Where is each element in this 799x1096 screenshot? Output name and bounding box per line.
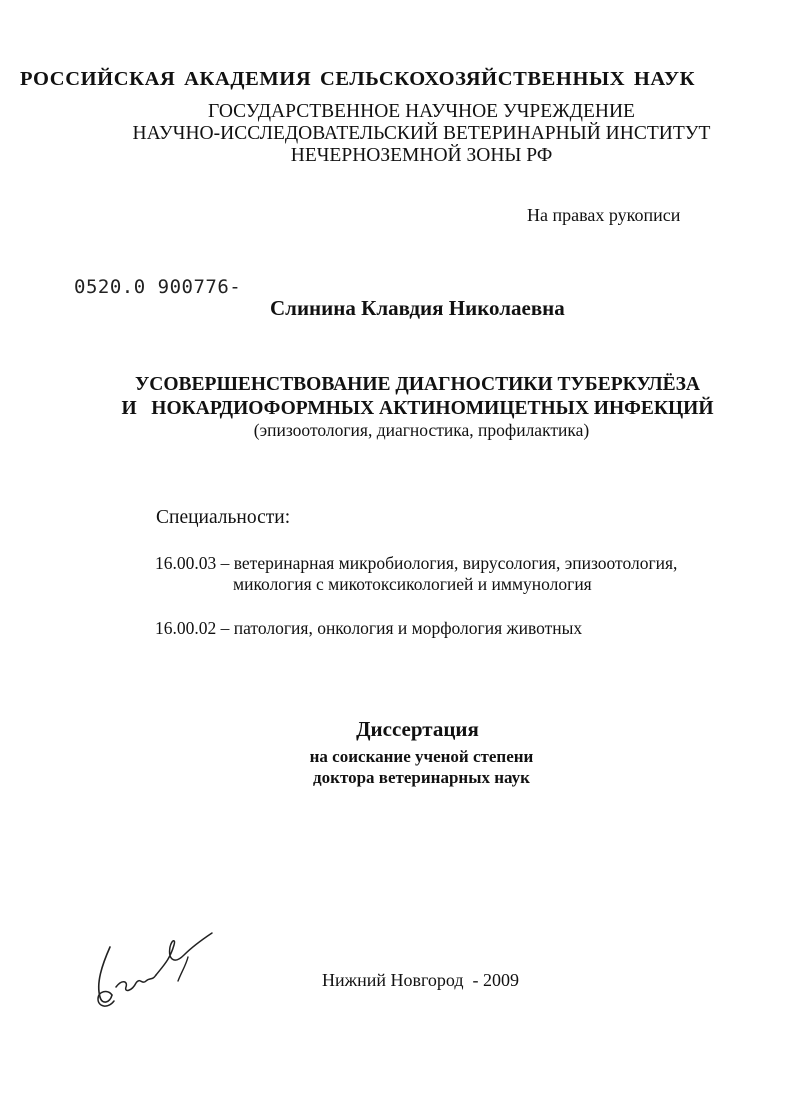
registration-code-part2: 900776- [157,276,242,298]
thesis-title-line-1: УСОВЕРШЕНСТВОВАНИЕ ДИАГНОСТИКИ ТУБЕРКУЛЁЗА [134,374,701,395]
rights-note: На правах рукописи [527,205,681,225]
specialty-item-1 [155,553,677,595]
specialties-heading: Специальности: [156,507,291,528]
author-name: Слинина Клавдия Николаевна [270,296,565,320]
thesis-title-line-2: И НОКАРДИОФОРМНЫХ АКТИНОМИЦЕТНЫХ ИНФЕКЦИЙ [121,398,714,419]
specialty-1-line-2: микология с микотоксикологией и иммунология [233,574,592,594]
dissertation-degree-line-2: доктора ветеринарных наук [313,768,530,787]
dissertation-degree-line-1: на соискание ученой степени [309,747,534,766]
dissertation-title: Диссертация [356,717,479,741]
registration-code [74,276,241,298]
registration-code-part1: 0520.0 [74,276,146,298]
institution-line-3: НЕЧЕРНОЗЕМНОЙ ЗОНЫ РФ [290,145,553,166]
specialty-item-2 [155,618,582,639]
specialty-1-line-1: 16.00.03 – ветеринарная микробиология, вирусология, эпизоотология, [155,553,678,573]
handwritten-signature [88,925,228,1015]
academy-name: РОССИЙСКАЯ АКАДЕМИЯ СЕЛЬСКОХОЗЯЙСТВЕННЫХ НАУК [20,68,696,90]
institution-line-2: НАУЧНО-ИССЛЕДОВАТЕЛЬСКИЙ ВЕТЕРИНАРНЫЙ ИНСТИТУТ [132,123,711,144]
specialty-2-line-1: 16.00.02 – патология, онкология и морфология животных [155,618,583,638]
institution-line-1: ГОСУДАРСТВЕННОЕ НАУЧНОЕ УЧРЕЖДЕНИЕ [208,101,635,122]
thesis-subtitle: (эпизоотология, диагностика, профилактика) [253,420,590,440]
city-year: Нижний Новгород - 2009 [322,970,520,990]
